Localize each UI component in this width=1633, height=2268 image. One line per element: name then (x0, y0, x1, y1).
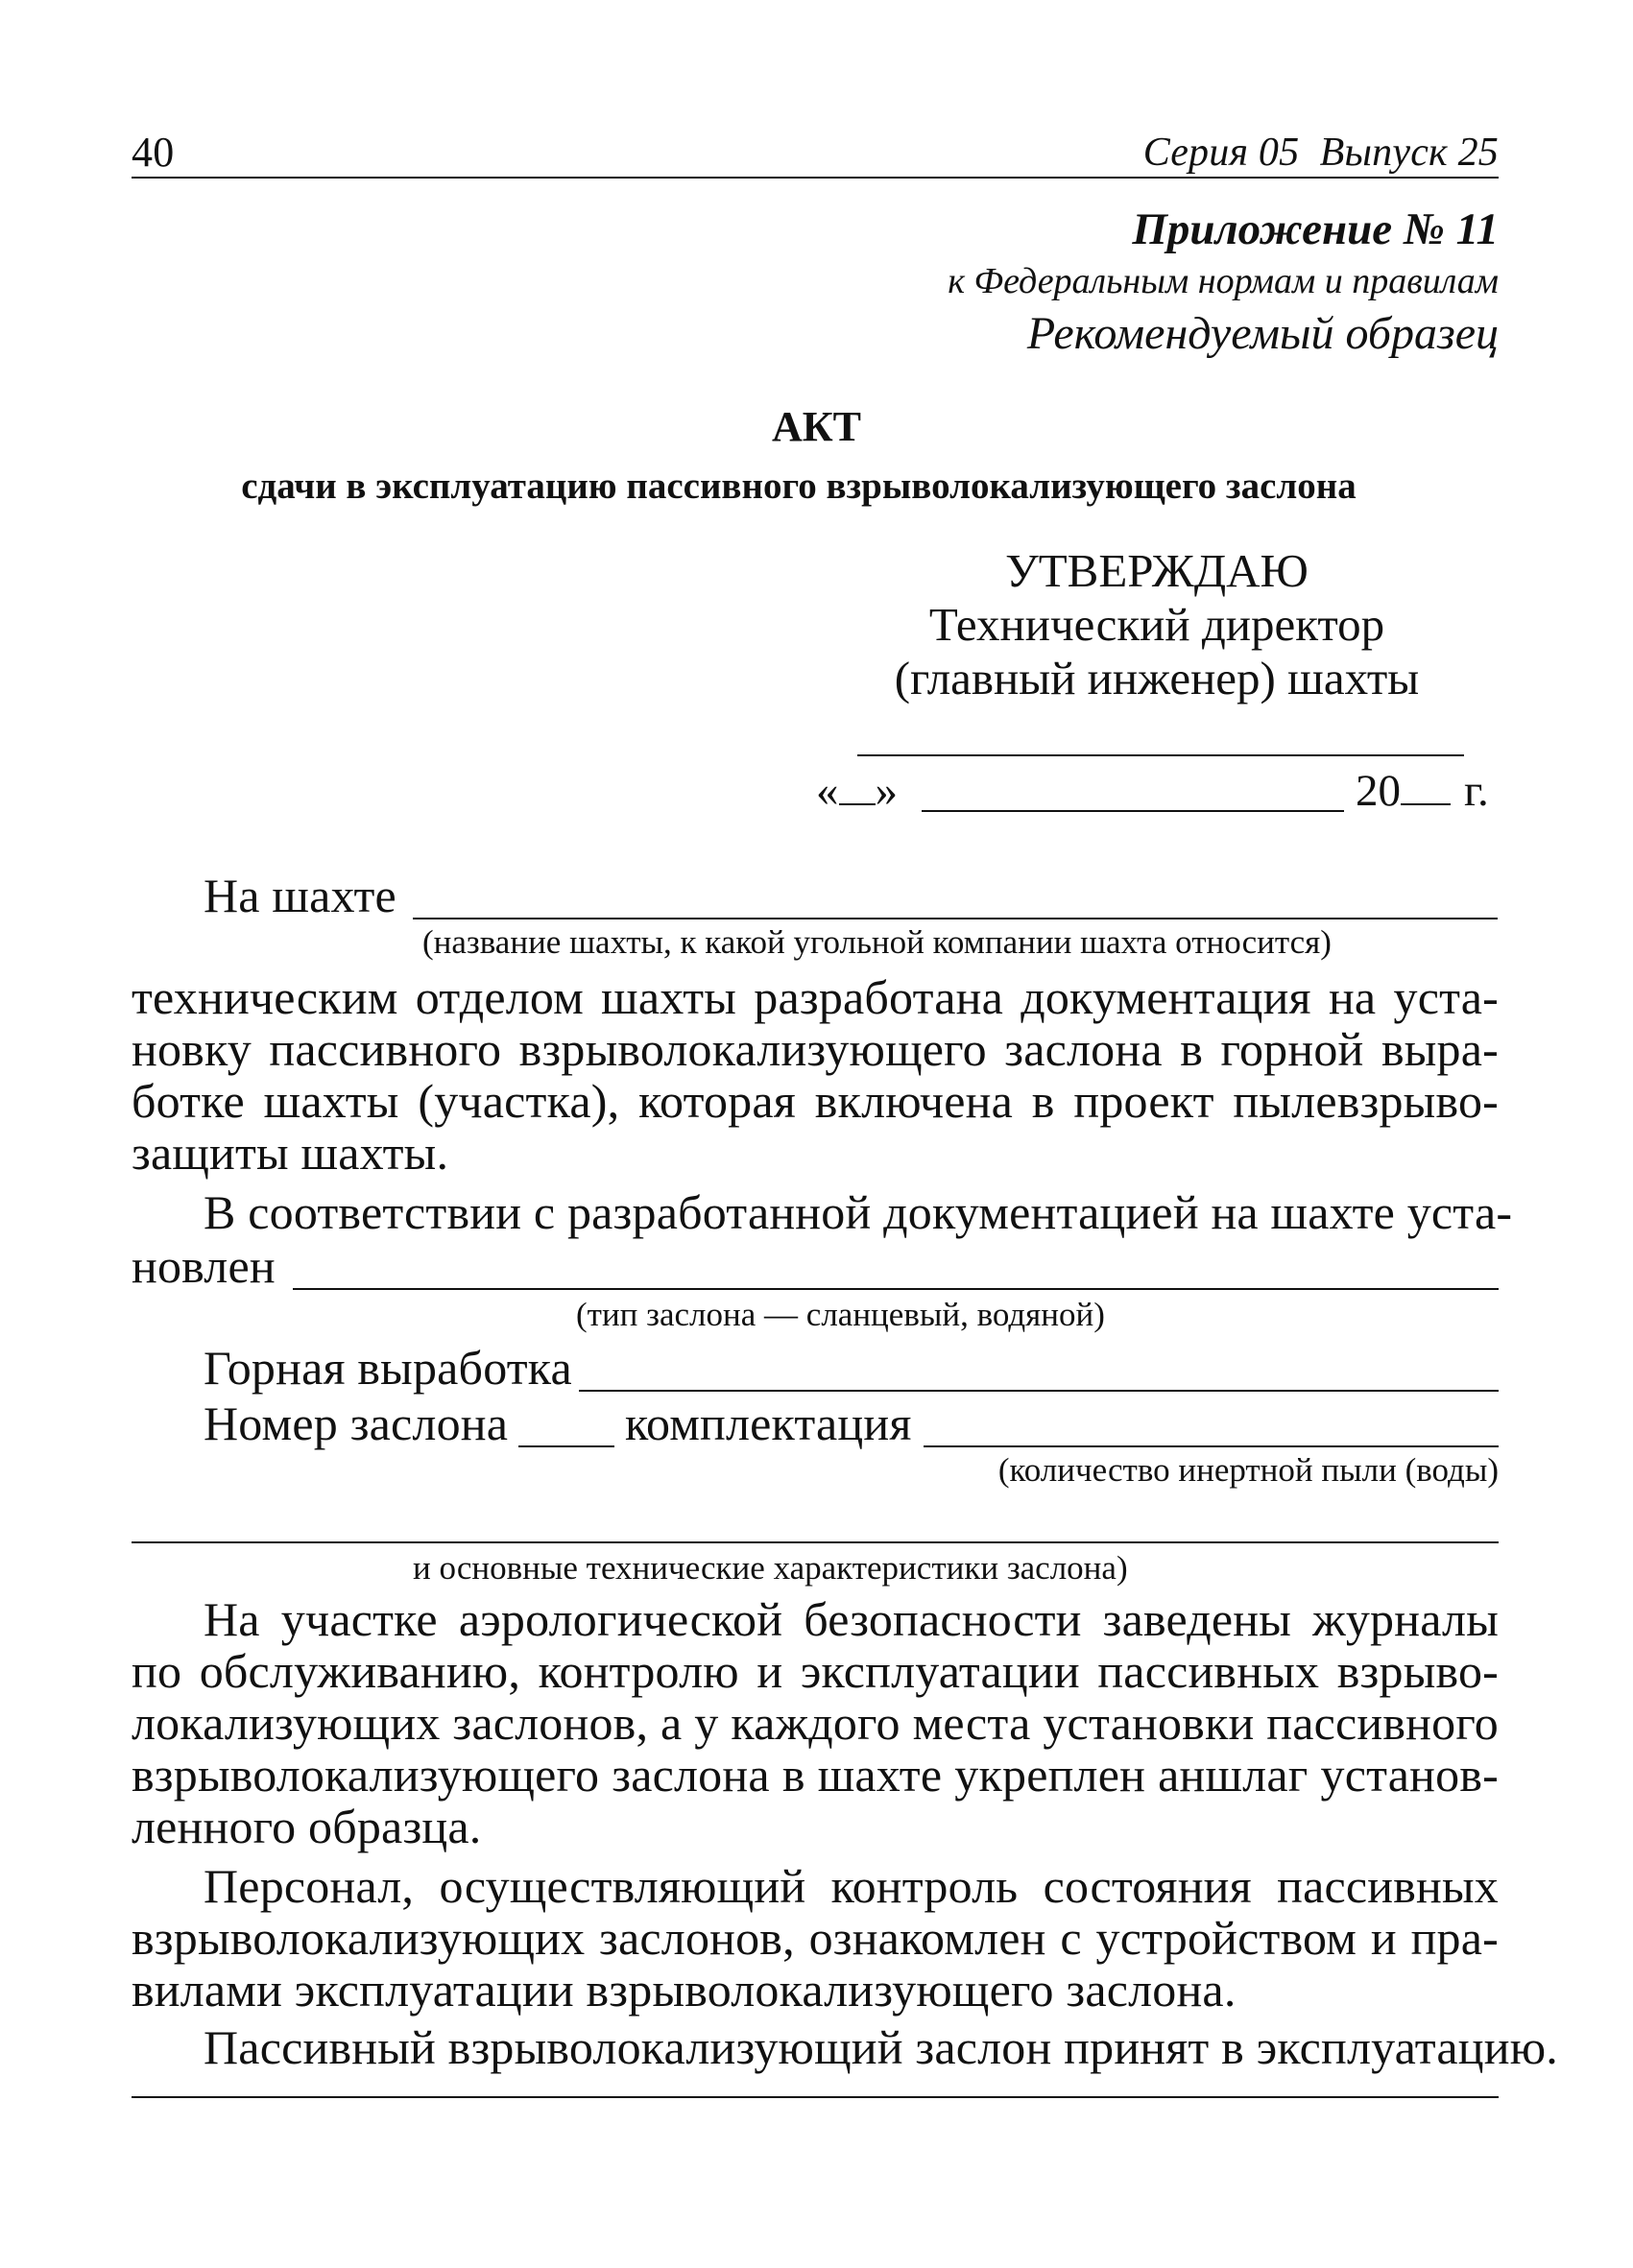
date-close-quote: » (875, 766, 898, 816)
footer-rule (132, 2096, 1499, 2098)
approval-date (816, 764, 898, 818)
para3-line2: по обслуживанию, контролю и эксплуатации пассивных взрыво- (132, 1644, 1499, 1698)
equipment-label: комплектация (625, 1397, 912, 1450)
barrier-type-field[interactable] (293, 1288, 1499, 1290)
date-year-suffix: г. (1464, 766, 1489, 816)
para3-line1: На участке аэрологической безопасности заведены журналы (204, 1592, 1499, 1646)
act-title: АКТ (771, 403, 862, 450)
para5: Пассивный взрыволокализующий заслон принят в эксплуатацию. (204, 2020, 1558, 2074)
date-month-blank[interactable] (922, 810, 1344, 812)
para2-line1: В соответствии с разработанной документацией на шахте уста- (204, 1185, 1513, 1239)
para1-line1: техническим отделом шахты разработана документация на уста- (132, 970, 1499, 1024)
approval-position-line1: Технический директор (928, 598, 1385, 651)
appendix-subtitle: к Федеральным нормам и правилам (948, 261, 1499, 301)
working-label: Горная выработка (204, 1341, 572, 1395)
act-subtitle: сдачи в эксплуатацию пассивного взрыволокализующего заслона (241, 466, 1357, 507)
para1-line2: новку пассивного взрыволокализующего заслона в горной выра- (132, 1022, 1499, 1076)
equipment-field[interactable] (924, 1445, 1499, 1447)
approval-position-line2: (главный инженер) шахты (894, 652, 1420, 704)
date-year (1356, 764, 1489, 818)
date-year-prefix: 20 (1356, 766, 1401, 816)
para4-line3: вилами эксплуатации взрыволокализующего заслона. (132, 1963, 1237, 2017)
installed-label: новлен (132, 1239, 276, 1293)
approval-heading: УТВЕРЖДАЮ (1005, 544, 1309, 597)
recommended-sample: Рекомендуемый образец (1026, 308, 1499, 359)
para3-line5: ленного образца. (132, 1800, 482, 1853)
working-field[interactable] (579, 1390, 1499, 1392)
characteristics-field[interactable] (132, 1541, 1499, 1543)
barrier-number-field[interactable] (518, 1445, 614, 1447)
para4-line2: взрыволокализующих заслонов, ознакомлен с устройством и пра- (132, 1911, 1499, 1965)
para3-line3: локализующих заслонов, а у каждого места установки пассивного (132, 1696, 1499, 1750)
page-number: 40 (132, 129, 175, 176)
mine-caption: (название шахты, к какой угольной компании шахта относится) (422, 923, 1332, 961)
para3-line4: взрыволокализующего заслона в шахте укреплен аншлаг установ- (132, 1748, 1499, 1802)
para1-line4: защиты шахты. (132, 1126, 449, 1180)
installed-caption: (тип заслона — сланцевый, водяной) (576, 1296, 1105, 1333)
approval-signature-line[interactable] (857, 754, 1464, 756)
appendix-title: Приложение № 11 (1132, 204, 1499, 254)
barrier-number-label: Номер заслона (204, 1397, 509, 1450)
date-open-quote: « (816, 766, 839, 816)
header-rule (132, 177, 1499, 179)
para1-line3: ботке шахты (участка), которая включена в проект пылевзрыво- (132, 1074, 1499, 1128)
para4-line1: Персонал, осуществляющий контроль состояния пассивных (204, 1859, 1499, 1913)
mine-label: На шахте (204, 869, 396, 922)
date-day-blank[interactable] (839, 765, 876, 805)
date-year-blank[interactable] (1401, 765, 1451, 805)
characteristics-caption: и основные технические характеристики заслона) (413, 1549, 1128, 1587)
equipment-caption: (количество инертной пыли (воды) (997, 1451, 1499, 1489)
mine-name-field[interactable] (413, 918, 1498, 919)
series-label: Серия 05 Выпуск 25 (1142, 131, 1499, 175)
